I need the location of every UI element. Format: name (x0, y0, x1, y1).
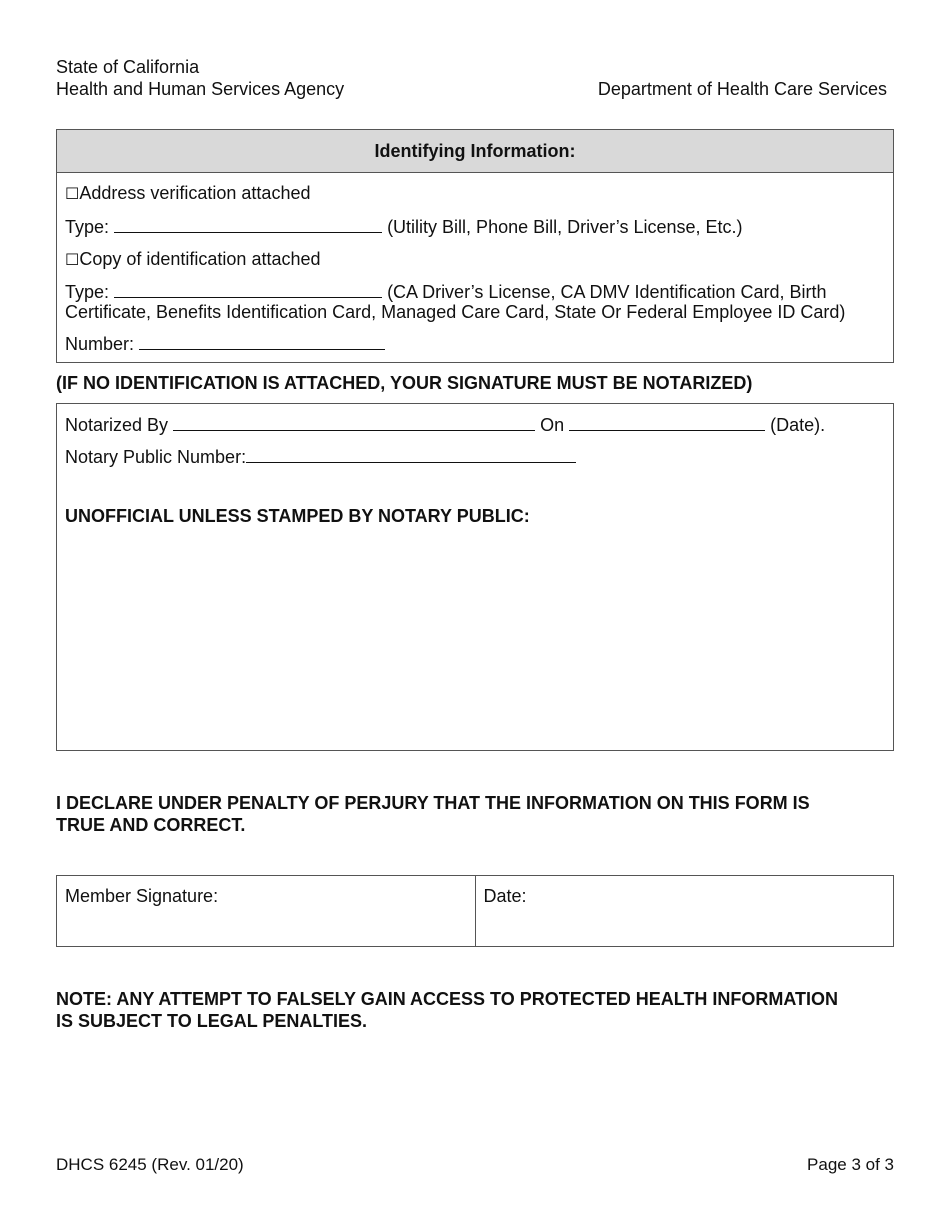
legal-penalty-note-line1: NOTE: ANY ATTEMPT TO FALSELY GAIN ACCESS TO PROTECTED HEALTH INFORMATION (56, 989, 839, 1009)
perjury-declaration-line2: TRUE AND CORRECT. (56, 815, 246, 835)
notary-section (56, 403, 894, 751)
notarized-by-label: Notarized By (65, 415, 169, 435)
legal-penalty-note (56, 988, 838, 1032)
notary-number-label: Notary Public Number: (65, 447, 247, 467)
legal-penalty-note-line2: IS SUBJECT TO LEGAL PENALTIES. (56, 1011, 368, 1031)
member-signature-label: Member Signature: (65, 886, 219, 906)
department-name: Department of Health Care Services (597, 79, 887, 99)
perjury-declaration (56, 792, 810, 836)
notary-stamp-area (65, 539, 885, 739)
notarized-by-row (65, 413, 825, 436)
identifying-info-title: Identifying Information: (57, 130, 893, 173)
address-verification-row (65, 182, 310, 205)
id-copy-checkbox[interactable]: ☐ (65, 250, 80, 269)
notary-on-label: On (540, 415, 565, 435)
id-copy-label: Copy of identification attached (79, 249, 321, 269)
id-number-field[interactable] (139, 332, 385, 350)
notary-number-field[interactable] (246, 445, 576, 463)
address-type-hint: (Utility Bill, Phone Bill, Driver’s License, Etc.) (387, 217, 743, 237)
notarized-by-field[interactable] (173, 413, 535, 431)
notary-date-field[interactable] (569, 413, 765, 431)
address-verification-label: Address verification attached (79, 183, 311, 203)
perjury-declaration-line1: I DECLARE UNDER PENALTY OF PERJURY THAT THE INFORMATION ON THIS FORM IS (56, 793, 810, 813)
signature-date-field[interactable] (475, 876, 894, 946)
state-name: State of California (56, 57, 200, 77)
id-type-label: Type: (65, 282, 110, 302)
address-type-label: Type: (65, 217, 110, 237)
identifying-info-section (56, 129, 894, 363)
notary-date-suffix: (Date). (770, 415, 826, 435)
notary-warning: (IF NO IDENTIFICATION IS ATTACHED, YOUR SIGNATURE MUST BE NOTARIZED) (56, 373, 753, 393)
id-type-hint-line2: Certificate, Benefits Identification Card, Managed Care Card, State Or Federal Employee ID Card) (65, 302, 846, 322)
id-number-row (65, 332, 385, 355)
id-type-row (65, 280, 827, 303)
form-id: DHCS 6245 (Rev. 01/20) (56, 1155, 244, 1174)
signature-date-label: Date: (483, 886, 527, 906)
id-type-hint-line1: (CA Driver’s License, CA DMV Identification Card, Birth (387, 282, 827, 302)
address-type-field[interactable] (114, 215, 382, 233)
id-type-field[interactable] (114, 280, 382, 298)
notary-stamp-notice: UNOFFICIAL UNLESS STAMPED BY NOTARY PUBLIC: (65, 506, 530, 526)
id-copy-row (65, 248, 321, 271)
signature-section (56, 875, 894, 947)
page-number: Page 3 of 3 (807, 1155, 894, 1174)
address-verification-checkbox[interactable]: ☐ (65, 184, 80, 203)
address-type-row (65, 215, 743, 238)
member-signature-field[interactable] (57, 876, 475, 946)
id-number-label: Number: (65, 334, 135, 354)
notary-number-row (65, 445, 576, 468)
agency-name: Health and Human Services Agency (56, 79, 345, 99)
header-left (56, 56, 344, 100)
